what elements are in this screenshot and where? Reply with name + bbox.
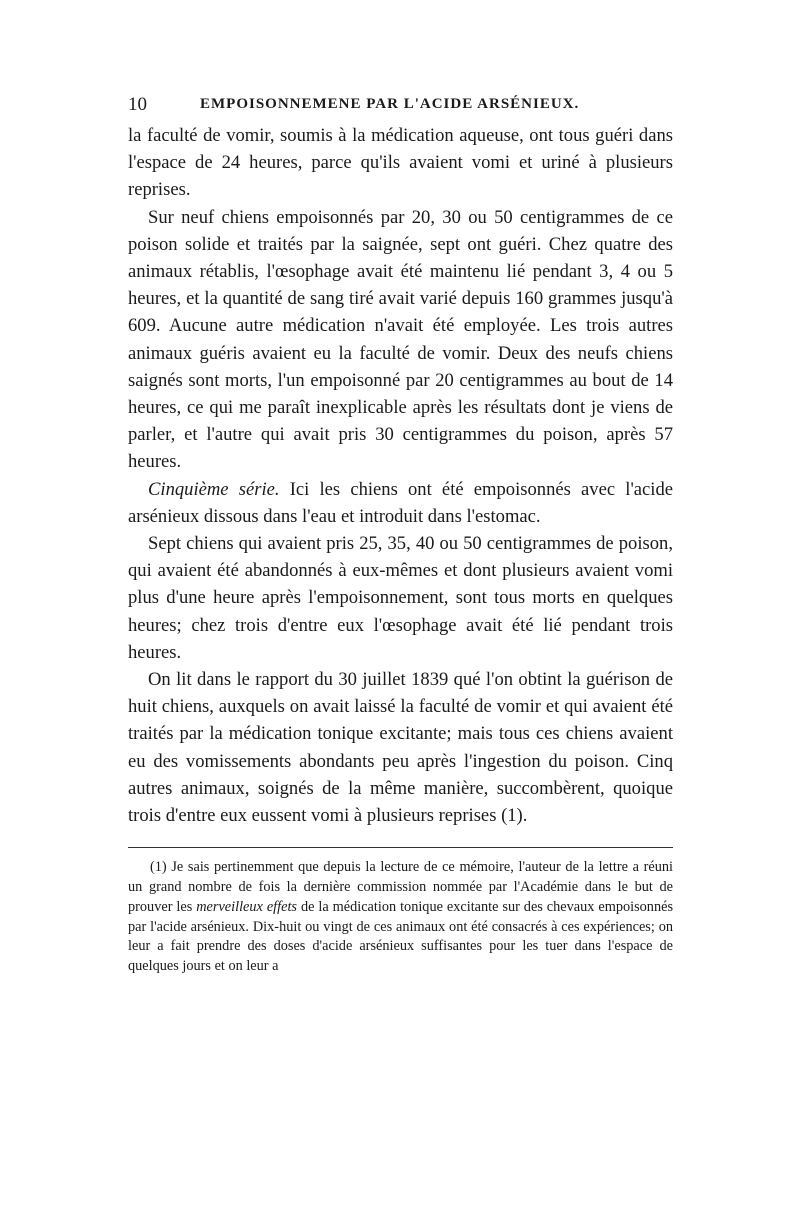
footnote-emphasis: merveilleux effets xyxy=(196,898,298,915)
body-text xyxy=(128,122,673,829)
paragraph-5: On lit dans le rapport du 30 juillet 1839 qué l'on obtint la guérison de huit chiens, auxquels on avait laissé la faculté de vomir et qui avaient été traités par la médication tonique excitante; mais tous ces chiens avaient eu des vomissements abondants peu après l'ingestion du poison. Cinq autres animaux, soignés de la même manière, succombèrent, quoique trois d'entre eux eussent vomi à plusieurs reprises (1). xyxy=(128,669,673,827)
footnote-text-2: de la médication tonique excitante sur des chevaux empoisonnés par l'acide arsénieux. Dix-huit ou vingt de ces animaux ont été consacrés à ces expériences; on leur a fait prendre des doses d'acide arsénieux suffisantes pour les tuer dans l'espace de quelques jours et on leur a xyxy=(128,898,674,975)
paragraph-4: Sept chiens qui avaient pris 25, 35, 40 ou 50 centigrammes de poison, qui avaient été abandonnés à eux-mêmes et dont plusieurs avaient vomi plus d'une heure après l'empoisonnement, sont tous morts en quelques heures; chez trois d'entre eux l'œsophage avait été lié pendant trois heures. xyxy=(128,533,673,663)
footnote-text-1: (1) Je sais pertinemment que depuis la lecture de ce mémoire, l'auteur de la lettre a réuni un grand nombre de fois la dernière commission nommée par l'Académie dans le but de prouver les xyxy=(128,859,673,915)
section-label: Cinquième série. xyxy=(148,478,280,500)
paragraph-3-text: Ici les chiens ont été empoisonnés avec l'acide arsénieux dissous dans l'eau et introduit dans l'estomac. xyxy=(128,478,674,527)
paragraph-1: la faculté de vomir, soumis à la médication aqueuse, ont tous guéri dans l'espace de 24 heures, parce qu'ils avaient vomi et uriné à plusieurs reprises. xyxy=(128,125,673,201)
page-header xyxy=(128,92,673,122)
footnote xyxy=(128,858,673,977)
paragraph-3 xyxy=(128,476,673,530)
book-page xyxy=(128,92,673,977)
footnote-separator xyxy=(128,847,673,848)
page-number: 10 xyxy=(128,94,147,115)
running-title: EMPOISONNEMENE PAR L'ACIDE ARSÉNIEUX. xyxy=(200,96,580,112)
paragraph-2: Sur neuf chiens empoisonnés par 20, 30 ou 50 centigrammes de ce poison solide et traités par la saignée, sept ont guéri. Chez quatre des animaux rétablis, l'œsophage avait été maintenu lié pendant 3, 4 ou 5 heures, et la quantité de sang tiré avait varié depuis 160 grammes jusqu'à 609. Aucune autre médication n'avait été employée. Les trois autres animaux guéris avaient eu la faculté de vomir. Deux des neufs chiens saignés sont morts, l'un empoisonné par 20 centigrammes au bout de 14 heures, ce qui me paraît inexplicable après les résultats dont je viens de parler, et l'autre qui avait pris 30 centigrammes du poison, après 57 heures. xyxy=(128,206,673,473)
